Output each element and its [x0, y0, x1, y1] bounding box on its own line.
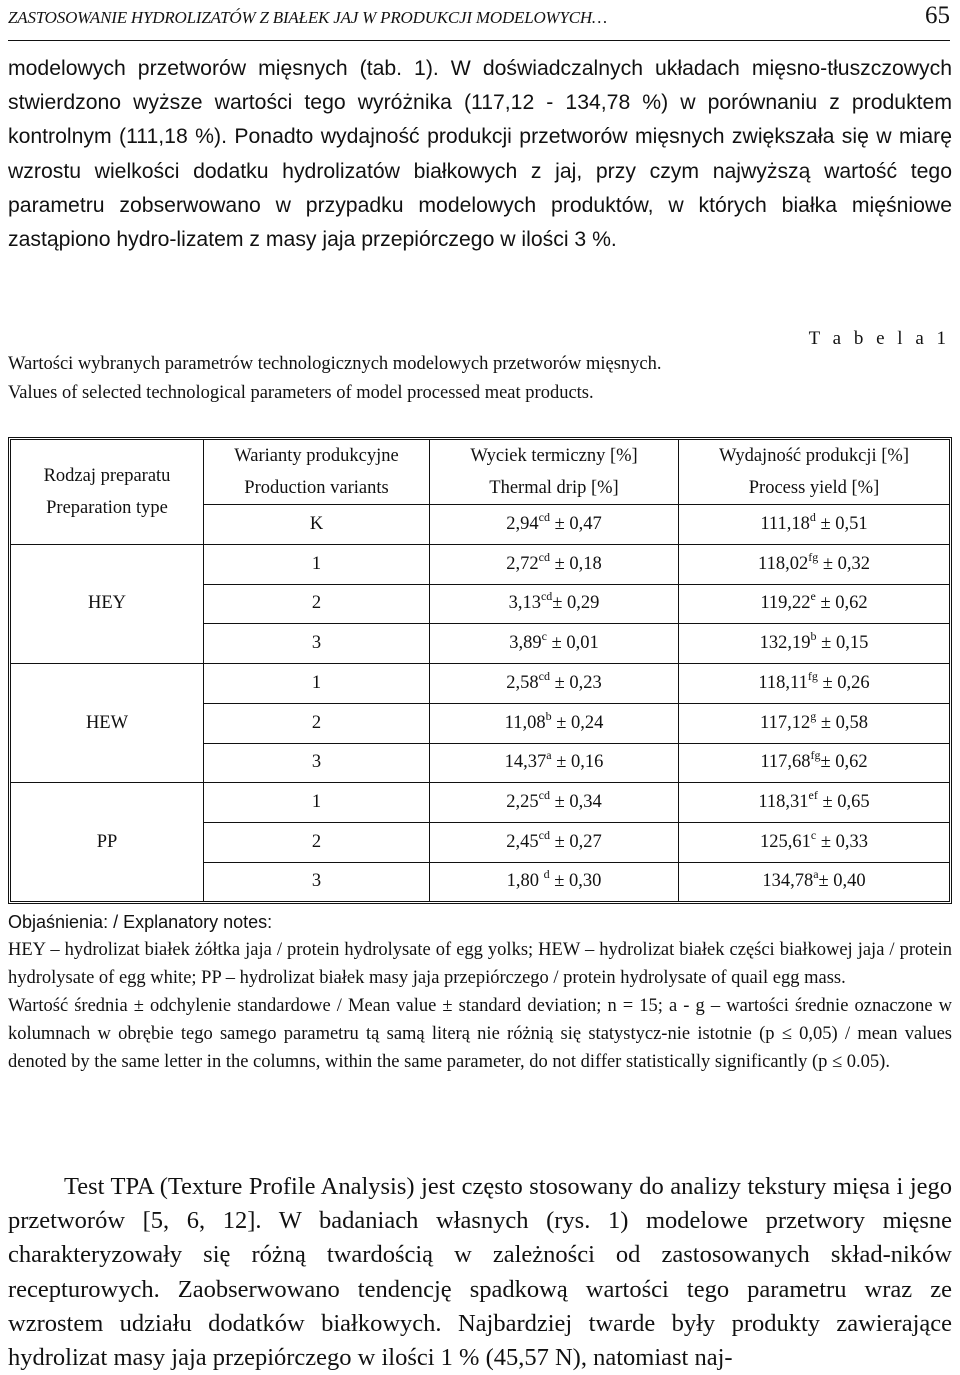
notes-label: Objaśnienia: / Explanatory notes: [8, 912, 273, 932]
yield-letter: a [813, 867, 819, 882]
cell-drip [430, 863, 679, 901]
header-c3-pl: Wyciek termiczny [%] [470, 446, 638, 466]
header-c1-en: Preparation type [46, 497, 168, 518]
drip-letter: cd [538, 828, 550, 842]
table-header-row [11, 440, 949, 505]
header-process-yield [679, 440, 949, 505]
drip-letter: c [541, 629, 547, 644]
yield-letter: b [810, 629, 817, 644]
header-c2-pl: Warianty produkcyjne [234, 446, 399, 466]
yield-sd: ± 0,51 [820, 513, 868, 534]
cell-yield [679, 823, 949, 863]
yield-value: 118,11 [758, 672, 808, 693]
yield-letter: fg [808, 549, 819, 564]
drip-letter: cd [538, 509, 550, 524]
cell-yield [679, 664, 949, 704]
header-thermal-drip [430, 440, 679, 505]
drip-letter: cd [538, 549, 550, 564]
explanatory-notes [8, 908, 952, 1076]
table-label: T a b e l a 1 [808, 328, 950, 349]
yield-sd: ± 0,33 [820, 832, 868, 852]
drip-sd: ± 0,01 [551, 633, 599, 654]
drip-letter: cd [538, 668, 550, 683]
table-row [11, 664, 949, 704]
yield-value: 119,22 [760, 593, 811, 614]
cell-variant: 3 [204, 863, 430, 901]
header-c1-pl: Rodzaj preparatu [43, 465, 171, 486]
running-title: ZASTOSOWANIE HYDROLIZATÓW Z BIAŁEK JAJ W PRODUKCJI MODELOWYCH… [8, 8, 607, 27]
yield-sd: ± 0,15 [821, 633, 869, 654]
cell-yield [679, 505, 949, 545]
drip-value: 2,25 [506, 792, 539, 813]
drip-letter: a [546, 748, 552, 763]
cell-yield [679, 783, 949, 823]
yield-sd: ± 0,65 [822, 792, 870, 813]
yield-letter: fg [807, 668, 818, 683]
drip-value: 2,72 [506, 553, 539, 574]
notes-statistics: Wartość średnia ± odchylenie standardowe / Mean value ± standard deviation; n = 15; a - g – wartości średnie oznaczone w kolumnach w obrębie tego samego parametru tą samą literą nie różnią się statystycz-nie istotnie (p ≤ 0,05) / mean values denoted by the same letter in the columns, within the same parameter, do not differ statistically significantly (p ≤ 0.05). [8, 996, 952, 1072]
cell-variant: 2 [204, 823, 430, 863]
yield-sd: ± 0,32 [822, 553, 870, 574]
yield-letter: d [809, 509, 816, 524]
page-number: 65 [925, 2, 950, 29]
drip-value: 1,80 [506, 871, 539, 892]
yield-sd: ± 0,26 [822, 672, 870, 693]
drip-letter: b [545, 708, 552, 723]
yield-value: 111,18 [760, 513, 810, 534]
drip-letter: d [543, 867, 550, 882]
yield-value: 125,61 [760, 832, 811, 852]
header-production-variants [204, 440, 430, 505]
drip-sd: ± 0,27 [554, 832, 602, 852]
cell-yield [679, 624, 949, 664]
header-c2-en: Production variants [244, 478, 389, 498]
cell-drip [430, 744, 679, 784]
yield-sd: ± 0,58 [820, 712, 868, 733]
cell-drip [430, 505, 679, 545]
drip-sd: ± 0,47 [554, 513, 602, 534]
notes-abbreviations: HEY – hydrolizat białek żółtka jaja / protein hydrolysate of egg yolks; HEW – hydrolizat białek części białkowej jaja / protein hydrolysate of egg white; PP – hydrolizat białek masy jaja przepiórczego / protein hydrolysate of quail egg mass. [8, 940, 952, 988]
cell-yield [679, 863, 949, 901]
yield-value: 117,12 [760, 712, 811, 733]
drip-letter: cd [540, 589, 553, 604]
yield-value: 118,02 [758, 553, 809, 574]
table-title-en: Values of selected technological parameters of model processed meat products. [8, 383, 594, 403]
drip-sd: ± 0,24 [556, 712, 604, 733]
body-paragraph-1 [8, 52, 952, 257]
drip-sd: ± 0,16 [556, 752, 604, 773]
drip-value: 2,45 [506, 832, 539, 852]
paragraph-text: modelowych przetworów mięsnych (tab. 1). W doświadczalnych układach mięsno-tłuszczowych stwierdzono wyższe wartości tego wyróżnika (117,12 - 134,78 %) w porównaniu z produktem kontrolnym (111,18 %). Ponadto wydajność produkcji przetworów mięsnych zwiększała się w miarę wzrostu wielkości dodatku hydrolizatów białkowych z jaj, przy czym najwyższą wartość tego parametru zobserwowano w przypadku modelowych produktów, w których białka mięśniowe zastąpiono hydro-lizatem z masy jaja przepiórczego w ilości 3 %. [8, 57, 952, 252]
drip-value: 14,37 [504, 752, 547, 773]
header-c3-en: Thermal drip [%] [489, 478, 619, 498]
yield-letter: fg [810, 748, 821, 763]
drip-sd: ± 0,34 [554, 792, 602, 813]
drip-value: 3,89 [509, 633, 542, 654]
yield-value: 134,78 [762, 871, 814, 892]
cell-variant: 3 [204, 744, 430, 784]
running-header [8, 0, 950, 41]
yield-value: 132,19 [759, 633, 811, 654]
drip-value: 2,58 [506, 672, 539, 693]
paragraph-text: Test TPA (Texture Profile Analysis) jest często stosowany do analizy tekstury mięsa i jego przetworów [5, 6, 12]. W badaniach własnych (rys. 1) modelowe przetwory mięsne charakteryzowały się różną twardością w zależności od zastosowanych skład-ników recepturowych. Zaobserwowano tendencję spadkową wartości tego parametru wraz ze wzrostem udziału dodatków białkowych. Najbardziej twarde były produkty zawierające hydrolizat masy jaja przepiórczego w ilości 1 % (45,57 N), natomiast naj- [8, 1173, 952, 1372]
table-row [11, 783, 949, 823]
table-title-pl: Wartości wybranych parametrów technologicznych modelowych przetworów mięsnych. [8, 354, 662, 374]
cell-variant: 3 [204, 624, 430, 664]
yield-value: 118,31 [758, 792, 809, 813]
cell-variant: 1 [204, 545, 430, 585]
drip-sd: ± 0,30 [554, 871, 602, 892]
yield-letter: e [810, 589, 816, 604]
drip-letter: cd [538, 788, 550, 803]
cell-drip [430, 624, 679, 664]
cell-drip [430, 585, 679, 625]
drip-value: 3,13 [508, 593, 541, 614]
drip-sd: ± 0,23 [554, 672, 602, 693]
cell-yield [679, 744, 949, 784]
drip-sd: ± 0,18 [554, 553, 602, 574]
body-paragraph-2 [8, 1170, 952, 1375]
cell-variant: K [204, 505, 430, 545]
header-preparation-type [11, 440, 204, 545]
drip-value: 2,94 [506, 513, 539, 534]
cell-variant: 1 [204, 664, 430, 704]
cell-drip [430, 823, 679, 863]
drip-value: 11,08 [504, 712, 546, 733]
cell-yield [679, 704, 949, 744]
group-label: HEY [11, 545, 204, 664]
cell-drip [430, 664, 679, 704]
header-c4-en: Process yield [%] [748, 478, 880, 498]
cell-variant: 1 [204, 783, 430, 823]
yield-sd: ± 0,62 [820, 593, 868, 614]
yield-sd: ± 0,62 [820, 752, 868, 773]
group-label: HEW [11, 664, 204, 783]
yield-sd: ± 0,40 [818, 871, 866, 892]
data-table [8, 437, 952, 904]
cell-drip [430, 704, 679, 744]
yield-value: 117,68 [760, 752, 811, 773]
yield-letter: g [810, 708, 817, 723]
drip-sd: ± 0,29 [552, 593, 600, 614]
cell-drip [430, 545, 679, 585]
group-label: PP [11, 783, 204, 901]
cell-drip [430, 783, 679, 823]
yield-letter: c [810, 828, 817, 842]
cell-variant: 2 [204, 585, 430, 625]
cell-yield [679, 545, 949, 585]
header-c4-pl: Wydajność produkcji [%] [719, 446, 909, 466]
table-row [11, 545, 949, 585]
yield-letter: ef [808, 788, 818, 803]
cell-yield [679, 585, 949, 625]
cell-variant: 2 [204, 704, 430, 744]
